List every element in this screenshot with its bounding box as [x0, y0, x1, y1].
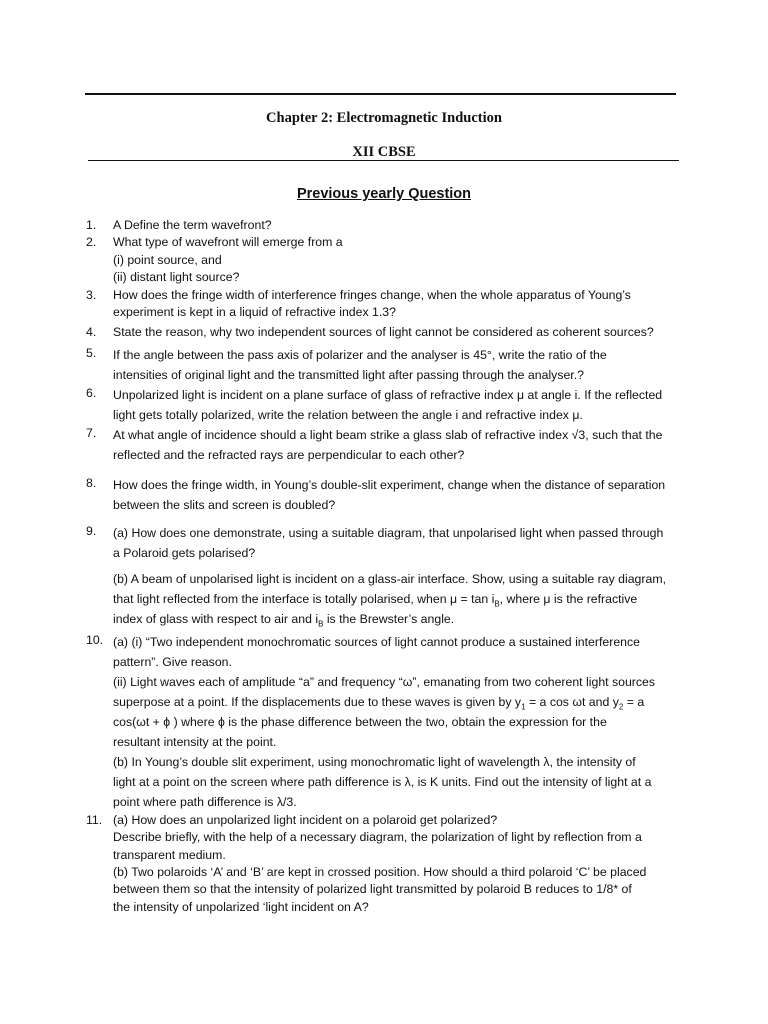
question-text: transparent medium. — [113, 847, 226, 862]
question-number: 3. — [86, 287, 97, 302]
question-text: between the slits and screen is doubled? — [113, 497, 336, 512]
question-4 — [86, 324, 682, 341]
question-number: 8. — [86, 475, 97, 490]
question-text: (ii) distant light source? — [113, 270, 240, 285]
question-text: A Define the term wavefront? — [113, 218, 272, 232]
question-text: resultant intensity at the point. — [113, 734, 277, 749]
chapter-title: Chapter 2: Electromagnetic Induction — [266, 110, 502, 126]
question-number: 9. — [86, 523, 97, 538]
question-3 — [86, 287, 682, 322]
question-number: 1. — [86, 218, 97, 232]
question-text: At what angle of incidence should a light beam strike a glass slab of refractive index √3, such that the — [113, 427, 663, 442]
question-text: index of glass with respect to air and $i_B$ is the Brewster’s angle. — [113, 611, 455, 629]
question-10 — [86, 632, 682, 812]
question-text: How does the fringe width of interference fringes change, when the whole apparatus of Young’s — [113, 287, 631, 302]
question-9 — [86, 523, 682, 629]
question-text: State the reason, why two independent sources of light cannot be considered as coherent sources? — [113, 325, 654, 340]
question-text: (i) point source, and — [113, 252, 222, 267]
question-text: light at a point on the screen where path difference is λ, is K units. Find out the intensity of light at a — [113, 774, 652, 789]
question-7 — [86, 425, 682, 465]
question-text: If the angle between the pass axis of polarizer and the analyser is 45°, write the ratio of the — [113, 347, 607, 362]
question-text: a Polaroid gets polarised? — [113, 545, 256, 560]
question-number: 11. — [86, 812, 103, 827]
question-text: How does the fringe width, in Young’s double-slit experiment, change when the distance of separation — [113, 477, 666, 492]
question-text: reflected and the refracted rays are perpendicular to each other? — [113, 447, 465, 462]
question-text: intensities of original light and the transmitted light after passing through the analyser.? — [113, 367, 584, 382]
question-text: pattern”. Give reason. — [113, 654, 232, 669]
question-text: (a) How does one demonstrate, using a suitable diagram, that unpolarised light when passed through — [113, 525, 664, 540]
question-text: that light reflected from the interface is totally polarised, when $\mu = \tan i_B$, where μ is the refractive — [113, 591, 638, 609]
header-rule — [88, 160, 679, 161]
question-text: light gets totally polarized, write the relation between the angle i and refractive index μ. — [113, 407, 583, 422]
question-11 — [86, 812, 682, 916]
question-number: 4. — [86, 325, 97, 340]
question-number: 5. — [86, 345, 97, 360]
question-8 — [86, 475, 682, 515]
question-5 — [86, 345, 682, 385]
section-heading: Previous yearly Question — [296, 186, 472, 202]
question-text: superpose at a point. If the displacements due to these waves is given by $y_1 = a$ cos ωt and $y_2 = a$ — [113, 694, 645, 712]
question-text: (a) How does an unpolarized light incident on a polaroid get polarized? — [113, 812, 498, 827]
question-text: (b) A beam of unpolarised light is incident on a glass-air interface. Show, using a suitable ray diagram, — [113, 571, 666, 586]
question-number: 7. — [86, 425, 97, 440]
question-2 — [86, 234, 682, 286]
question-number: 2. — [86, 235, 97, 250]
question-text: the intensity of unpolarized ‘light incident on A? — [113, 899, 369, 914]
top-rule — [85, 93, 676, 95]
question-text: between them so that the intensity of polarized light transmitted by polaroid B reduces to 1/8* of — [113, 882, 632, 897]
question-list — [86, 217, 682, 916]
question-text: (b) In Young’s double slit experiment, using monochromatic light of wavelength λ, the intensity of — [113, 754, 636, 769]
question-text: (b) Two polaroids ‘A’ and ‘B’ are kept in crossed position. How should a third polaroid ‘C’ be placed — [113, 865, 647, 880]
question-text: What type of wavefront will emerge from a — [113, 235, 343, 250]
question-text: (a) (i) “Two independent monochromatic sources of light cannot produce a sustained interference — [113, 634, 641, 649]
question-6 — [86, 385, 682, 425]
question-text: Unpolarized light is incident on a plane surface of glass of refractive index μ at angle i. If the reflected — [113, 387, 663, 402]
question-text: Describe briefly, with the help of a necessary diagram, the polarization of light by reflection from a — [113, 830, 642, 845]
question-text: (ii) Light waves each of amplitude “a” and frequency “ω”, emanating from two coherent light sources — [113, 674, 656, 689]
question-text: cos(ωt + ϕ ) where ϕ is the phase difference between the two, obtain the expression for the — [113, 714, 607, 729]
class-label: XII CBSE — [352, 144, 416, 160]
question-9-part-b — [113, 569, 682, 629]
question-text: experiment is kept in a liquid of refractive index 1.3? — [113, 305, 396, 320]
question-text: point where path difference is λ/3. — [113, 794, 297, 809]
question-1 — [86, 217, 682, 234]
question-number: 6. — [86, 385, 97, 400]
question-number: 10. — [86, 632, 104, 647]
